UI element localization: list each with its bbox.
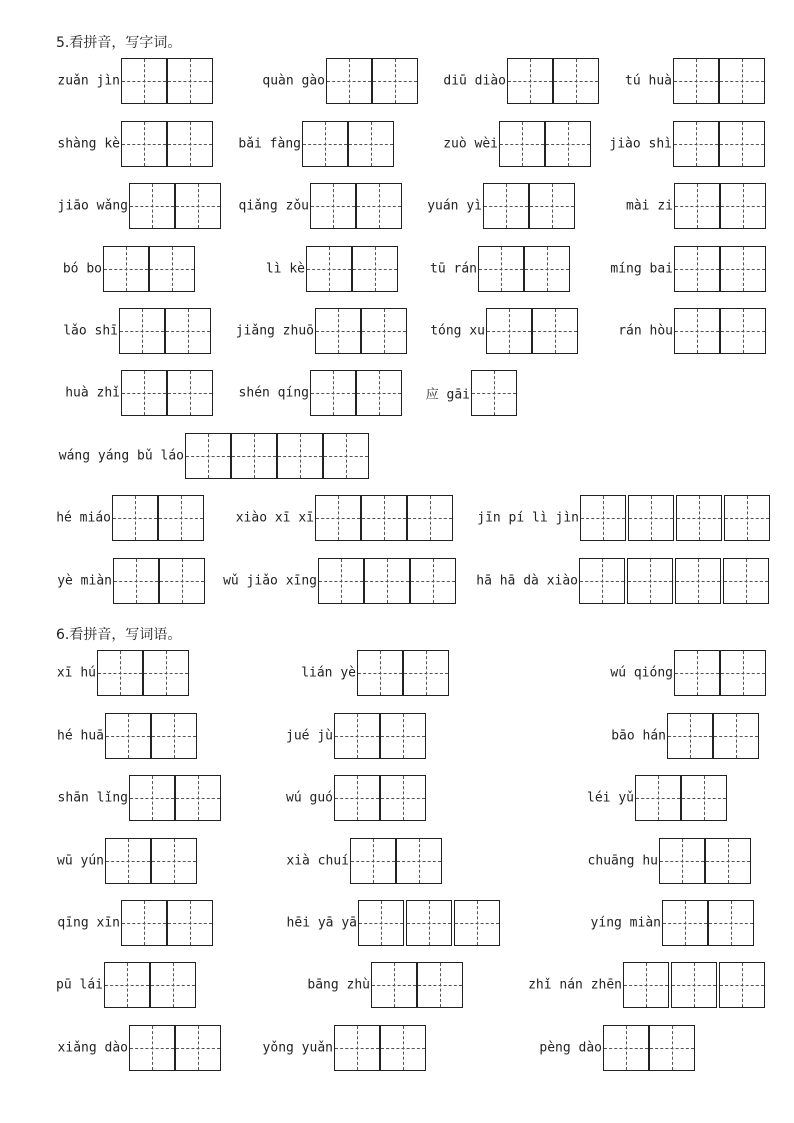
- writing-grid: [579, 558, 771, 604]
- pinyin-label: bǎi fàng: [238, 136, 301, 152]
- writing-box[interactable]: [674, 183, 720, 229]
- writing-box[interactable]: [507, 58, 553, 104]
- writing-box[interactable]: [478, 246, 524, 292]
- writing-grid: [112, 495, 204, 541]
- pinyin-label: wǔ jiǎo xīng: [223, 573, 317, 589]
- writing-box[interactable]: [673, 58, 719, 104]
- writing-box[interactable]: [417, 962, 463, 1008]
- writing-box[interactable]: [454, 900, 500, 946]
- writing-box[interactable]: [372, 58, 418, 104]
- writing-box[interactable]: [121, 58, 167, 104]
- writing-box[interactable]: [150, 962, 196, 1008]
- writing-box[interactable]: [334, 1025, 380, 1071]
- pinyin-label: wú guó: [286, 790, 333, 806]
- writing-box[interactable]: [334, 713, 380, 759]
- pinyin-label: mài zi: [626, 198, 673, 214]
- writing-box[interactable]: [674, 246, 720, 292]
- pinyin-label: lián yè: [301, 665, 356, 681]
- writing-grid: [129, 1025, 221, 1071]
- writing-box[interactable]: [580, 495, 626, 541]
- writing-grid: [121, 58, 213, 104]
- writing-grid: [358, 900, 502, 946]
- writing-box[interactable]: [167, 121, 213, 167]
- writing-box[interactable]: [719, 121, 765, 167]
- writing-box[interactable]: [406, 900, 452, 946]
- writing-grid: [580, 495, 772, 541]
- writing-box[interactable]: [627, 558, 673, 604]
- writing-box[interactable]: [358, 900, 404, 946]
- pinyin-label: chuāng hu: [587, 853, 658, 869]
- writing-grid: [302, 121, 394, 167]
- pinyin-label: tóng xu: [430, 323, 485, 339]
- pinyin-label: bāo hán: [611, 728, 666, 744]
- pinyin-label: tū rán: [430, 261, 477, 277]
- writing-grid: [129, 775, 221, 821]
- writing-grid: [667, 713, 759, 759]
- pinyin-label: lì kè: [265, 261, 305, 277]
- writing-grid: [507, 58, 599, 104]
- writing-box[interactable]: [175, 183, 221, 229]
- writing-box[interactable]: [97, 650, 143, 696]
- writing-box[interactable]: [151, 713, 197, 759]
- section-6-heading: 6.看拼音，写词语。: [56, 627, 182, 643]
- writing-box[interactable]: [318, 558, 364, 604]
- writing-grid: [310, 183, 402, 229]
- writing-grid: [662, 900, 754, 946]
- writing-grid: [119, 308, 211, 354]
- writing-box[interactable]: [407, 495, 453, 541]
- pinyin-label: yǒng yuǎn: [262, 1040, 333, 1056]
- pinyin-label: quàn gào: [262, 73, 325, 89]
- pinyin-label: yíng miàn: [590, 915, 661, 931]
- writing-box[interactable]: [357, 650, 403, 696]
- writing-box[interactable]: [323, 433, 369, 479]
- writing-grid: [113, 558, 205, 604]
- writing-box[interactable]: [129, 775, 175, 821]
- writing-grid: [471, 370, 517, 416]
- pinyin-label: rán hòu: [618, 323, 673, 339]
- writing-box[interactable]: [675, 558, 721, 604]
- writing-grid: [318, 558, 456, 604]
- writing-grid: [315, 495, 453, 541]
- writing-box[interactable]: [159, 558, 205, 604]
- writing-box[interactable]: [350, 838, 396, 884]
- writing-grid: [635, 775, 727, 821]
- pinyin-label: zhǐ nán zhēn: [528, 977, 622, 993]
- writing-box[interactable]: [380, 1025, 426, 1071]
- writing-box[interactable]: [635, 775, 681, 821]
- writing-box[interactable]: [167, 370, 213, 416]
- writing-box[interactable]: [603, 1025, 649, 1071]
- pinyin-label: qiǎng zǒu: [238, 198, 309, 214]
- writing-box[interactable]: [121, 900, 167, 946]
- pinyin-label: hé huā: [57, 728, 104, 744]
- writing-grid: [97, 650, 189, 696]
- writing-box[interactable]: [720, 246, 766, 292]
- writing-box[interactable]: [720, 650, 766, 696]
- pinyin-label: xiǎng dào: [57, 1040, 128, 1056]
- writing-box[interactable]: [396, 838, 442, 884]
- pinyin-label: pèng dào: [539, 1040, 602, 1056]
- writing-grid: [105, 838, 197, 884]
- writing-box[interactable]: [720, 308, 766, 354]
- writing-grid: [326, 58, 418, 104]
- writing-box[interactable]: [719, 58, 765, 104]
- writing-grid: [121, 370, 213, 416]
- writing-box[interactable]: [121, 121, 167, 167]
- writing-box[interactable]: [175, 775, 221, 821]
- writing-grid: [121, 900, 213, 946]
- writing-box[interactable]: [705, 838, 751, 884]
- pinyin-label: wū yún: [57, 853, 104, 869]
- pinyin-label: lǎo shī: [63, 323, 118, 339]
- writing-box[interactable]: [151, 838, 197, 884]
- pinyin-label: jiāo wǎng: [57, 198, 128, 214]
- writing-box[interactable]: [724, 495, 770, 541]
- writing-box[interactable]: [356, 370, 402, 416]
- pinyin-label: jiǎng zhuō: [235, 323, 314, 339]
- writing-box[interactable]: [713, 713, 759, 759]
- pinyin-label: jiào shì: [609, 136, 672, 152]
- pinyin-label: shén qíng: [238, 385, 309, 401]
- writing-box[interactable]: [471, 370, 517, 416]
- writing-box[interactable]: [659, 838, 705, 884]
- writing-box[interactable]: [380, 775, 426, 821]
- writing-grid: [623, 962, 767, 1008]
- writing-box[interactable]: [310, 183, 356, 229]
- writing-grid: [673, 121, 765, 167]
- writing-grid: [334, 775, 426, 821]
- writing-box[interactable]: [113, 558, 159, 604]
- writing-box[interactable]: [165, 308, 211, 354]
- writing-box[interactable]: [486, 308, 532, 354]
- writing-box[interactable]: [356, 183, 402, 229]
- pinyin-label: shàng kè: [57, 136, 120, 152]
- writing-box[interactable]: [719, 962, 765, 1008]
- writing-box[interactable]: [667, 713, 713, 759]
- writing-grid: [659, 838, 751, 884]
- writing-box[interactable]: [104, 962, 150, 1008]
- writing-grid: [674, 650, 766, 696]
- pinyin-label: hēi yā yā: [286, 915, 357, 931]
- writing-box[interactable]: [361, 308, 407, 354]
- writing-box[interactable]: [532, 308, 578, 354]
- writing-box[interactable]: [662, 900, 708, 946]
- writing-box[interactable]: [361, 495, 407, 541]
- pinyin-label: zuò wèi: [443, 136, 498, 152]
- pinyin-label: zuǎn jìn: [57, 73, 120, 89]
- writing-grid: [483, 183, 575, 229]
- writing-box[interactable]: [277, 433, 323, 479]
- writing-box[interactable]: [674, 308, 720, 354]
- pinyin-label: yuán yì: [427, 198, 482, 214]
- writing-box[interactable]: [158, 495, 204, 541]
- writing-box[interactable]: [167, 900, 213, 946]
- writing-box[interactable]: [105, 838, 151, 884]
- pinyin-label: bāng zhù: [307, 977, 370, 993]
- writing-box[interactable]: [302, 121, 348, 167]
- writing-box[interactable]: [499, 121, 545, 167]
- writing-box[interactable]: [720, 183, 766, 229]
- writing-box[interactable]: [167, 58, 213, 104]
- writing-box[interactable]: [315, 308, 361, 354]
- pinyin-label: hā hā dà xiào: [476, 573, 578, 589]
- pinyin-label: xià chuí: [286, 853, 349, 869]
- writing-box[interactable]: [403, 650, 449, 696]
- writing-box[interactable]: [348, 121, 394, 167]
- writing-box[interactable]: [306, 246, 352, 292]
- writing-grid: [674, 246, 766, 292]
- pinyin-label: wú qióng: [610, 665, 673, 681]
- pinyin-label: hé miáo: [56, 510, 111, 526]
- writing-grid: [310, 370, 402, 416]
- writing-box[interactable]: [352, 246, 398, 292]
- pinyin-label: míng bai: [610, 261, 673, 277]
- pinyin-label: shān lǐng: [57, 790, 128, 806]
- writing-box[interactable]: [149, 246, 195, 292]
- writing-box[interactable]: [674, 650, 720, 696]
- pinyin-label: yè miàn: [57, 573, 112, 589]
- writing-box[interactable]: [112, 495, 158, 541]
- writing-box[interactable]: [708, 900, 754, 946]
- writing-box[interactable]: [483, 183, 529, 229]
- writing-grid: [499, 121, 591, 167]
- writing-grid: [315, 308, 407, 354]
- writing-grid: [129, 183, 221, 229]
- pinyin-label: léi yǔ: [587, 790, 634, 806]
- writing-box[interactable]: [723, 558, 769, 604]
- writing-grid: [334, 1025, 426, 1071]
- writing-box[interactable]: [129, 183, 175, 229]
- writing-grid: [371, 962, 463, 1008]
- writing-grid: [306, 246, 398, 292]
- writing-box[interactable]: [326, 58, 372, 104]
- section-5-heading: 5.看拼音，写字词。: [56, 35, 182, 51]
- writing-box[interactable]: [681, 775, 727, 821]
- writing-grid: [103, 246, 195, 292]
- writing-grid: [104, 962, 196, 1008]
- pinyin-label: bó bo: [62, 261, 102, 277]
- writing-box[interactable]: [143, 650, 189, 696]
- writing-box[interactable]: [579, 558, 625, 604]
- writing-box[interactable]: [529, 183, 575, 229]
- writing-box[interactable]: [121, 370, 167, 416]
- writing-box[interactable]: [371, 962, 417, 1008]
- writing-box[interactable]: [649, 1025, 695, 1071]
- writing-box[interactable]: [671, 962, 717, 1008]
- pinyin-label: diū diào: [443, 73, 506, 89]
- writing-grid: [350, 838, 442, 884]
- writing-grid: [674, 308, 766, 354]
- writing-grid: [185, 433, 369, 479]
- writing-box[interactable]: [623, 962, 669, 1008]
- writing-box[interactable]: [175, 1025, 221, 1071]
- writing-grid: [334, 713, 426, 759]
- writing-grid: [478, 246, 570, 292]
- writing-box[interactable]: [185, 433, 231, 479]
- writing-box[interactable]: [129, 1025, 175, 1071]
- writing-box[interactable]: [545, 121, 591, 167]
- writing-box[interactable]: [410, 558, 456, 604]
- pinyin-label: pū lái: [56, 977, 103, 993]
- writing-grid: [673, 58, 765, 104]
- writing-box[interactable]: [380, 713, 426, 759]
- writing-box[interactable]: [553, 58, 599, 104]
- writing-grid: [486, 308, 578, 354]
- writing-grid: [674, 183, 766, 229]
- writing-grid: [105, 713, 197, 759]
- writing-box[interactable]: [364, 558, 410, 604]
- pinyin-label: jué jù: [286, 728, 333, 744]
- writing-box[interactable]: [105, 713, 151, 759]
- pinyin-label: xī hú: [56, 665, 96, 681]
- writing-box[interactable]: [103, 246, 149, 292]
- writing-box[interactable]: [310, 370, 356, 416]
- writing-box[interactable]: [676, 495, 722, 541]
- writing-box[interactable]: [628, 495, 674, 541]
- writing-box[interactable]: [231, 433, 277, 479]
- writing-box[interactable]: [334, 775, 380, 821]
- pinyin-label: qīng xīn: [57, 915, 120, 931]
- pinyin-label: 应 gāi: [425, 387, 470, 403]
- pinyin-label: huà zhǐ: [65, 385, 120, 401]
- writing-grid: [357, 650, 449, 696]
- writing-grid: [121, 121, 213, 167]
- writing-box[interactable]: [119, 308, 165, 354]
- pinyin-label: tú huà: [625, 73, 672, 89]
- pinyin-label: xiào xī xī: [235, 510, 314, 526]
- pinyin-label: jīn pí lì jìn: [477, 510, 579, 526]
- writing-box[interactable]: [524, 246, 570, 292]
- writing-box[interactable]: [315, 495, 361, 541]
- pinyin-label: wáng yáng bǔ láo: [58, 448, 184, 464]
- writing-grid: [603, 1025, 695, 1071]
- writing-box[interactable]: [673, 121, 719, 167]
